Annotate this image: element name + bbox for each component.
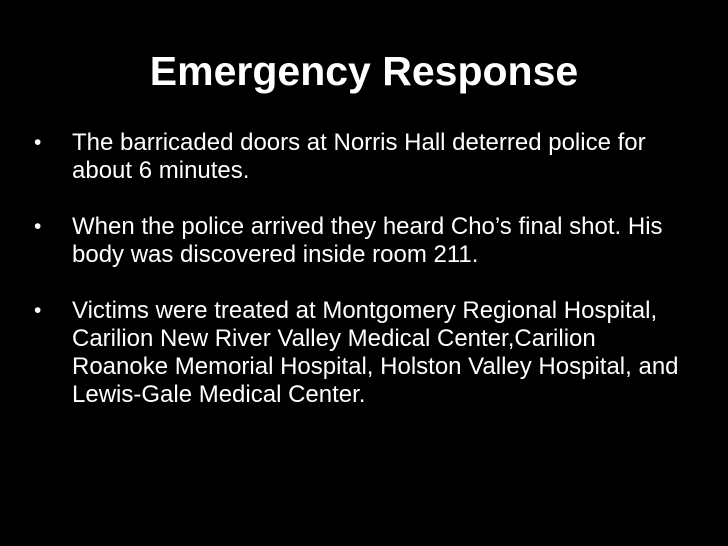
bullet-marker: • bbox=[34, 299, 42, 322]
bullet-item bbox=[34, 129, 694, 185]
bullet-text: The barricaded doors at Norris Hall deterred police for about 6 minutes. bbox=[72, 129, 646, 184]
bullet-marker: • bbox=[34, 215, 42, 238]
bullet-text: Victims were treated at Montgomery Regional Hospital, Carilion New River Valley Medical Center,Carilion Roanoke Memorial Hospital, Holston Valley Hospital, and Lewis-Gale Medical Center. bbox=[72, 297, 679, 408]
bullet-marker: • bbox=[34, 131, 42, 154]
bullet-list bbox=[34, 129, 694, 437]
bullet-item bbox=[34, 297, 694, 409]
slide-title: Emergency Response bbox=[149, 48, 579, 94]
bullet-text: When the police arrived they heard Cho’s final shot. His body was discovered inside room 211. bbox=[72, 213, 663, 268]
bullet-item bbox=[34, 213, 694, 269]
